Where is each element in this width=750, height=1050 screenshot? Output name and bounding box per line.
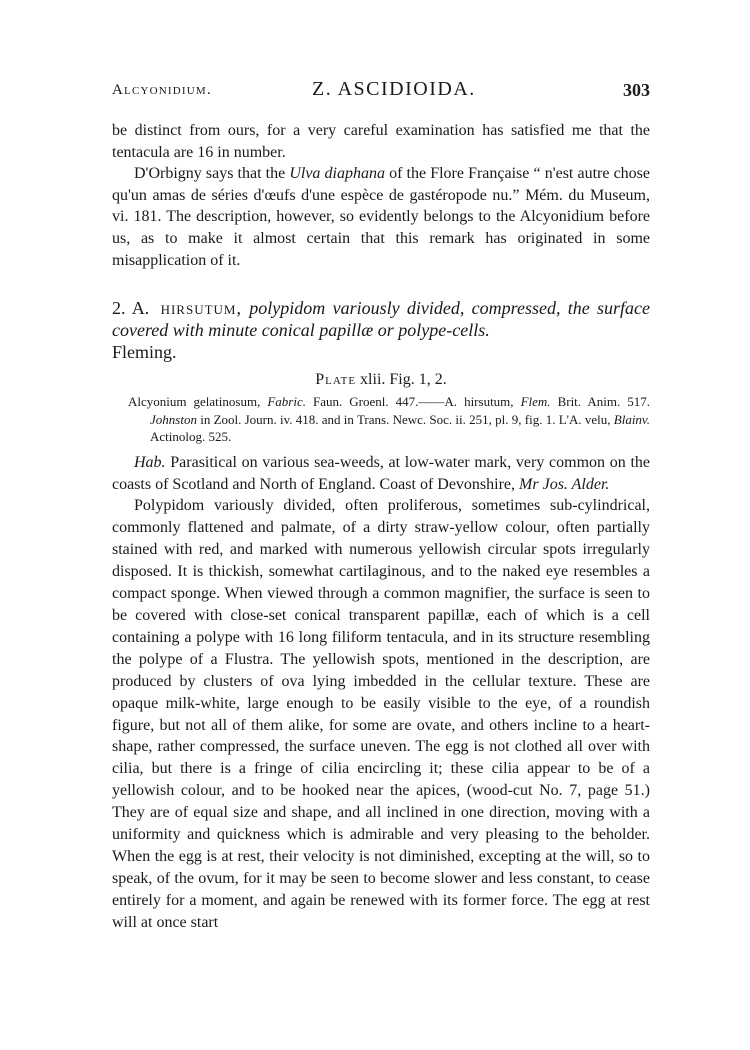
- paragraph-description: Polypidom variously divided, often proliferous, sometimes sub-cylindrical, commonly flattened and palmate, of a dirty straw-yellow colour, often partially stained with red, and marked with numerous yellowish circular spots irregularly disposed. It is thickish, somewhat cartilaginous, and to the naked eye resembles a compact sponge. When viewed through a common magnifier, the surface is seen to be covered with close-set conical transparent papillæ, each of which is a cell containing a polype with 16 long filiform tentacula, and in its structure resembling the polype of a Flustra. The yellowish spots, mentioned in the description, are produced by clusters of ova lying imbedded in the cellular texture. These are opaque milk-white, large enough to be easily visible to the eye, of a roundish figure, but not all of them alike, for some are ovate, and others incline to a heart-shape, rather compressed, the surface uneven. The egg is not clothed all over with cilia, but there is a fringe of cilia encircling it; these cilia appear to be of a yellowish colour, and to be hooked near the apices, (wood-cut No. 7, page 51.) They are of equal size and shape, and all inclined in one direction, moving with a uniformity and quickness which is admirable and very pleasing to the beholder. When the egg is at rest, their velocity is not diminished, excepting at the will, so to speak, of the ovum, for it may be seen to become slower and less constant, to cease entirely for a moment, and again be renewed with its former force. The egg at rest will at once start: [112, 497, 650, 931]
- paragraph-habitat: [112, 452, 650, 496]
- synonymy-author: Fabric.: [267, 394, 306, 410]
- synonymy-text: Alcyonium gelatinosum,: [128, 394, 268, 410]
- plate-reference: [112, 371, 650, 389]
- running-header: [112, 78, 650, 106]
- synonymy-author: Johnston: [150, 411, 197, 427]
- species-number: 2. A.: [112, 298, 150, 319]
- running-head-class: Z. ASCIDIOIDA.: [312, 78, 476, 100]
- species-diagnosis: polypidom variously divided, compressed, the surface covered with minute conical papillæ or polype-cells.: [112, 298, 650, 341]
- running-head-genus: Alcyonidium.: [112, 82, 212, 98]
- species-name: hirsutum,: [160, 298, 242, 319]
- synonymy-text: Faun. Groenl. 447.——A. hirsutum,: [305, 394, 521, 410]
- habitat-collector: Mr Jos. Alder.: [519, 475, 610, 493]
- species-heading: [112, 297, 650, 363]
- dorbigny-intro: D'Orbigny says that the: [134, 165, 290, 183]
- species-authority: Fleming.: [112, 342, 177, 363]
- page-number: 303: [623, 80, 650, 100]
- paragraph-dorbigny: [112, 163, 650, 271]
- dorbigny-species: Ulva diaphana: [289, 165, 385, 183]
- dorbigny-rest: of the Flore Française “ n'est autre chose qu'un amas de séries d'œufs d'une espèce de gastéropode nu.” Mém. du Museum, vi. 181. The description, however, so evidently belongs to the Alcyonidium before us, as to make it almost certain that this remark has originated in some misapplication of it.: [112, 165, 651, 269]
- synonymy-text: Actinolog. 525.: [150, 429, 232, 445]
- synonymy-author: Flem.: [520, 394, 551, 410]
- plate-label: Plate: [315, 371, 357, 389]
- paragraph-continuation: be distinct from ours, for a very careful examination has satisfied me that the tentacula are 16 in number.: [112, 122, 650, 161]
- synonymy-text: in Zool. Journ. iv. 418. and in Trans. Newc. Soc. ii. 251, pl. 9, fig. 1. L'A. velu,: [196, 411, 614, 427]
- synonymy-author: Blainv.: [613, 411, 650, 427]
- section-gap: [112, 271, 650, 297]
- synonymy-block: [112, 393, 650, 446]
- body-text: [112, 452, 650, 934]
- habitat-text: Parasitical on various sea-weeds, at low-water mark, very common on the coasts of Scotland and North of England. Coast of Devonshire,: [112, 453, 650, 493]
- synonymy-text: Brit. Anim. 517.: [550, 394, 650, 410]
- plate-figures: xlii. Fig. 1, 2.: [360, 371, 447, 389]
- habitat-label: Hab.: [134, 453, 166, 471]
